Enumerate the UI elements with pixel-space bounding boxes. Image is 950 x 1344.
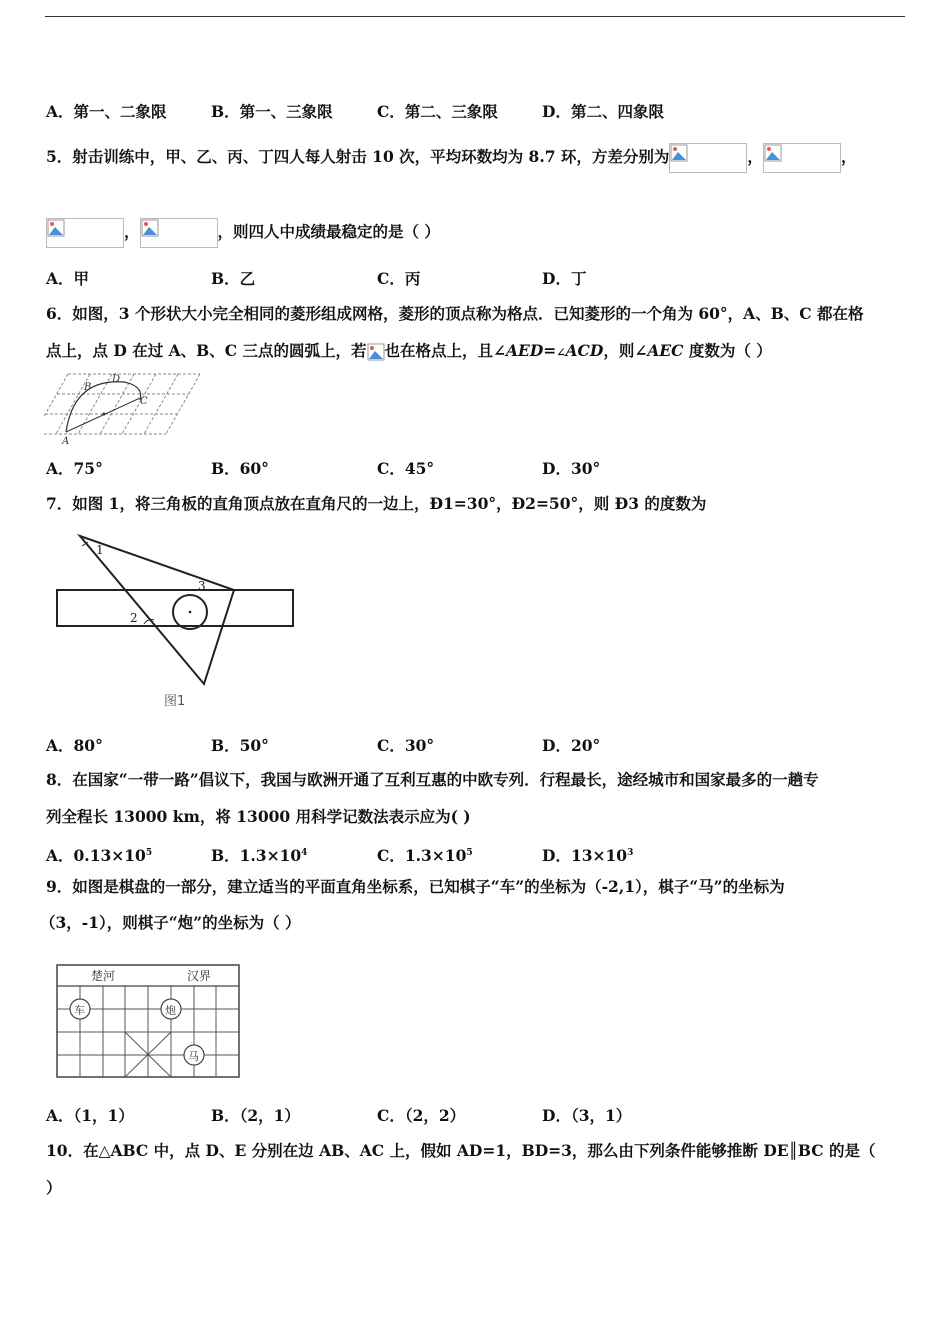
q4-option-c: C．第二、三象限: [377, 102, 498, 121]
rhombus-grid-figure: [44, 368, 204, 448]
q6-option-d: D．30°: [542, 459, 601, 478]
label-c: C: [140, 396, 148, 407]
q5-stem-text: 5．射击训练中，甲、乙、丙、丁四人每人射击 10 次，平均环数均为 8.7 环，方差分别为: [46, 147, 670, 166]
piece-pao-label: 炮: [165, 1004, 176, 1017]
q9-option-c: C．（2，2）: [377, 1106, 466, 1125]
q9-stem-line1: 9．如图是棋盘的一部分，建立适当的平面直角坐标系，已知棋子“车”的坐标为（-2,1），棋子“马”的坐标为: [46, 877, 785, 896]
variance-image-4: [140, 218, 218, 248]
q6-text-c: ，则∠: [603, 341, 648, 360]
q5-option-b: B．乙: [211, 269, 256, 288]
q6-stem-line1: 6．如图，3 个形状大小完全相同的菱形组成网格，菱形的顶点称为格点．已知菱形的一个角为 60°，A、B、C 都在格: [46, 304, 864, 323]
piece-che-label: 车: [74, 1004, 85, 1017]
q5-separator-3: ，: [124, 222, 140, 241]
q7-stem-line1: 7．如图 1，将三角板的直角顶点放在直角尺的一边上，Ð1=30°，Ð2=50°，则 Ð3 的度数为: [46, 494, 707, 513]
q8-option-c: C．$1.3\times 10^5$: [377, 846, 473, 866]
q6-angle-acd: ACD: [565, 341, 604, 360]
triangle-ruler-figure: [52, 530, 302, 715]
q6-stem-line2: [46, 340, 772, 364]
variance-image-2: [763, 143, 841, 173]
q5-stem-tail: ，则四人中成绩最稳定的是（ ）: [217, 222, 440, 241]
q9-option-a: A．（1，1）: [46, 1106, 134, 1125]
variance-image-3: [46, 218, 124, 248]
q4-option-a: A．第一、二象限: [46, 102, 167, 121]
q6-option-b: B．60°: [211, 459, 269, 478]
q6-angle-aec: AEC: [647, 341, 684, 360]
q10-stem-line1: 10．在△ABC 中，点 D、E 分别在边 AB、AC 上，假如 AD=1，BD=3，那么由下列条件能够推断 DE║BC 的是（: [46, 1141, 876, 1160]
angle-label-1: 1: [96, 543, 104, 557]
broken-image-icon: [141, 219, 159, 237]
q6-text-b: 也在格点上，且∠: [384, 341, 506, 360]
broken-image-icon: [47, 219, 65, 237]
q5-separator-1: ，: [747, 147, 763, 166]
q5-option-a: A．甲: [46, 269, 90, 288]
q6-option-c: C．45°: [377, 459, 435, 478]
q8-option-b: B．$1.3\times 10^4$: [211, 846, 308, 866]
q5-option-d: D．丁: [542, 269, 587, 288]
q8-option-a: A．$0.13\times 10^5$: [46, 846, 153, 866]
broken-image-icon: [367, 343, 385, 361]
q7-option-b: B．50°: [211, 736, 269, 755]
q7-option-a: A．80°: [46, 736, 103, 755]
q6-text-a: 点上，点 D 在过 A、B、C 三点的圆弧上，若: [46, 341, 367, 360]
river-label-right: 汉界: [187, 969, 212, 983]
figure-caption: 图1: [164, 694, 186, 709]
q9-option-d: D．（3，1）: [542, 1106, 632, 1125]
q4-option-b: B．第一、三象限: [211, 102, 333, 121]
q5-stem-line2: [46, 218, 440, 248]
q4-option-d: D．第二、四象限: [542, 102, 664, 121]
q6-angle-symbol: ∠: [556, 346, 566, 359]
q8-stem-line2: 列全程长 13000 km，将 13000 用科学记数法表示应为( ): [46, 807, 471, 826]
broken-image-icon: [764, 144, 782, 162]
label-a: A: [62, 436, 70, 447]
q7-option-d: D．20°: [542, 736, 601, 755]
piece-ma-label: 马: [188, 1050, 199, 1063]
angle-label-2: 2: [130, 611, 138, 625]
q5-separator-2: ，: [840, 147, 857, 166]
q9-stem-line2: （3，-1），则棋子“炮”的坐标为（ ）: [40, 913, 301, 932]
q10-stem-line2: ）: [46, 1178, 62, 1197]
triangle: [80, 536, 234, 684]
chessboard-figure: [55, 963, 243, 1081]
q5-stem-line1: [46, 143, 856, 173]
q9-option-b: B．（2，1）: [211, 1106, 300, 1125]
q6-text-d: 度数为（ ）: [683, 341, 772, 360]
q6-angle-aed: AED: [506, 341, 544, 360]
river-label-left: 楚河: [91, 969, 116, 983]
hole-center: [189, 611, 192, 614]
angle-label-3: 3: [198, 579, 206, 593]
q8-stem-line1: 8．在国家“一带一路”倡议下，我国与欧洲开通了互利互惠的中欧专列．行程最长，途经城市和国家最多的一趟专: [46, 770, 819, 789]
q6-equals: =: [543, 341, 557, 360]
center-point: [103, 413, 106, 416]
q8-option-d: D．$13\times 10^3$: [542, 846, 634, 866]
header-rule: [45, 16, 905, 17]
q7-option-c: C．30°: [377, 736, 435, 755]
q5-option-c: C．丙: [377, 269, 421, 288]
variance-image-1: [669, 143, 747, 173]
label-b: B: [84, 382, 92, 393]
label-d: D: [112, 374, 121, 385]
q6-option-a: A．75°: [46, 459, 103, 478]
broken-image-icon: [670, 144, 688, 162]
